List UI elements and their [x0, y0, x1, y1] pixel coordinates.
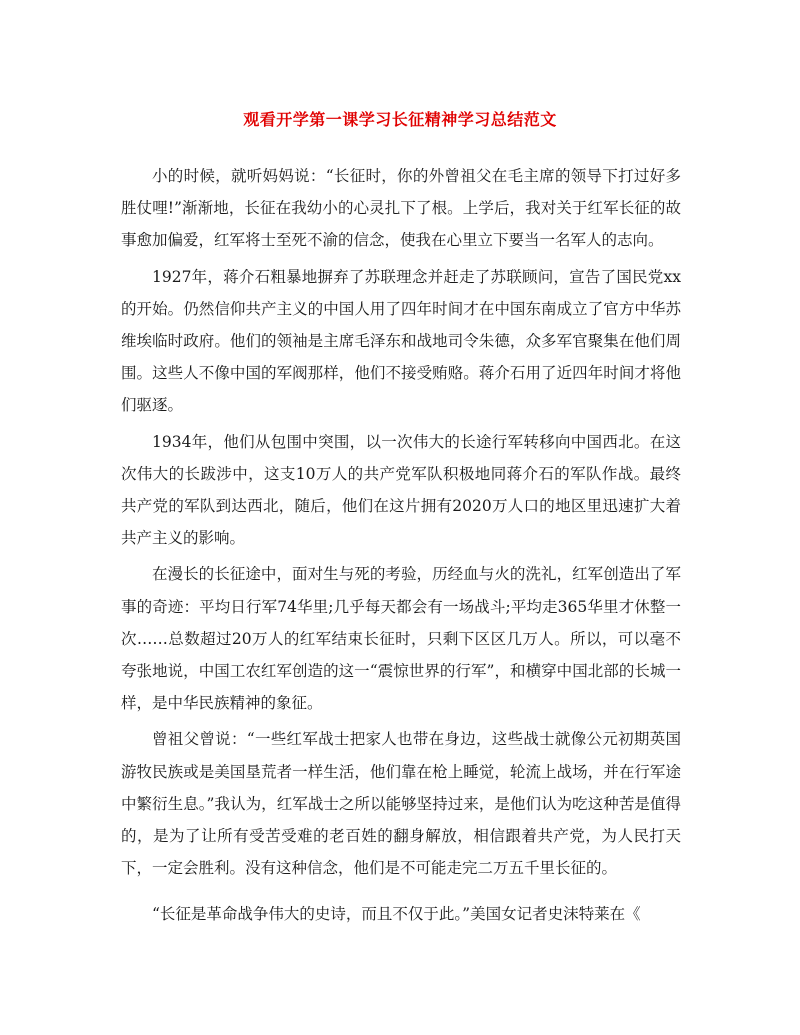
paragraph-1927: 1927年，蒋介石粗暴地摒弃了苏联理念并赶走了苏联顾问，宣告了国民党xx的开始。仍然信仰共产主义的中国人用了四年时间才在中国东南成立了官方中华苏维埃临时政府。他们的领袖是主席毛泽东和战地司令朱德，众多军官聚集在他们周围。这些人不像中国的军阀那样，他们不接受贿赂。蒋介石用了近四年时间才将他们驱逐。 [121, 267, 681, 415]
paragraph-1934: 1934年，他们从包围中突围，以一次伟大的长途行军转移向中国西北。在这次伟大的长跋涉中，这支10万人的共产党军队积极地同蒋介石的军队作战。最终共产党的军队到达西北，随后，他们在这片拥有2020万人口的地区里迅速扩大着共产主义的影响。 [121, 432, 681, 548]
document-title: 观看开学第一课学习长征精神学习总结范文 [243, 110, 557, 129]
document-body [121, 160, 681, 935]
paragraph-epic-quote: “长征是革命战争伟大的史诗，而且不仅于此。”美国女记者史沫特莱在《 [152, 905, 641, 924]
paragraph-long-march-miracle: 在漫长的长征途中，面对生与死的考验，历经血与火的洗礼，红军创造出了军事的奇迹：平均日行军74华里;几乎每天都会有一场战斗;平均走365华里才休整一次……总数超过20万人的红军结束长征时，只剩下区区几万人。所以，可以毫不夸张地说，中国工农红军创造的这一“震惊世界的行军”，和横穿中国北部的长城一样，是中华民族精神的象征。 [121, 565, 681, 713]
paragraph-great-grandfather: 曾祖父曾说：“一些红军战士把家人也带在身边，这些战士就像公元初期英国游牧民族或是美国垦荒者一样生活，他们靠在枪上睡觉，轮流上战场，并在行军途中繁衍生息。”我认为，红军战士之所以能够坚持过来，是他们认为吃这种苦是值得的，是为了让所有受苦受难的老百姓的翻身解放，相信跟着共产党，为人民打天下，一定会胜利。没有这种信念，他们是不可能走完二万五千里长征的。 [121, 730, 681, 878]
paragraph-childhood: 小的时候，就听妈妈说：“长征时，你的外曾祖父在毛主席的领导下打过好多胜仗哩!”渐渐地，长征在我幼小的心灵扎下了根。上学后，我对关于红军长征的故事愈加偏爱，红军将士至死不渝的信念，使我在心里立下要当一名军人的志向。 [121, 167, 681, 250]
